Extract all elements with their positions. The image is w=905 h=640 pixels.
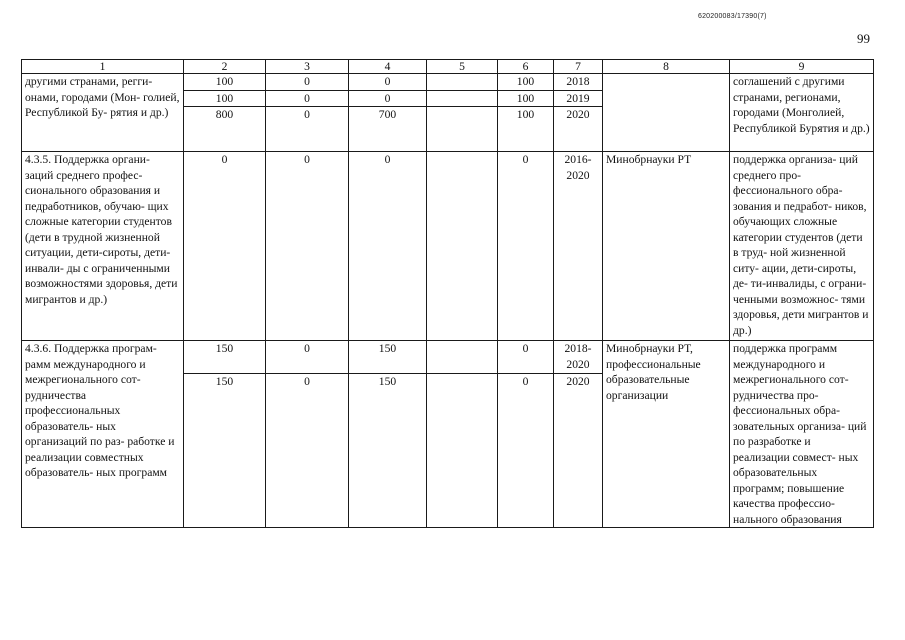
col-header-3: 3 [266,60,349,74]
cell-c6: 0 [498,341,554,374]
cell-c7: 2020 [554,374,603,528]
cell-c4: 150 [349,341,427,374]
activity-name: 4.3.5. Поддержка органи- заций среднего профес- сионального образования и педработников, обучаю- щих сложные категории студентов (дети в трудной жизненной ситуации, дети-сироты, дети-инвали- ды с ограниченными возможностями здоровья, дети мигрантов и др.) [22,152,184,341]
executor [603,74,730,152]
cell-c2: 0 [184,152,266,341]
cell-c4: 0 [349,74,427,91]
cell-c2: 150 [184,374,266,528]
expected-result: поддержка организа- ций среднего про- фессионального обра- зования и педработ- ников, обучающих сложные категории студентов (дети в труд- ной жизненной ситу- ации, дети-сироты, де- ти-инвалиды, с ограни- ченными возможнос- тями здоровья, дети мигрантов и др.) [730,152,874,341]
cell-c5 [427,74,498,91]
col-header-5: 5 [427,60,498,74]
cell-c2: 800 [184,107,266,152]
cell-c3: 0 [266,74,349,91]
cell-c6: 0 [498,374,554,528]
cell-c3: 0 [266,107,349,152]
cell-c5 [427,341,498,374]
cell-c2: 100 [184,74,266,91]
col-header-1: 1 [22,60,184,74]
cell-c3: 0 [266,90,349,107]
expected-result: соглашений с другими странами, регионами, городами (Монголией, Республикой Бурятия и др.) [730,74,874,152]
cell-c2: 150 [184,341,266,374]
activity-name: другими странами, регги- онами, городами (Мон- голией, Республикой Бу- рятия и др.) [22,74,184,152]
col-header-6: 6 [498,60,554,74]
cell-c7: 2016- 2020 [554,152,603,341]
col-header-8: 8 [603,60,730,74]
document-id: 620200083/17390(7) [698,13,767,20]
activity-name: 4.3.6. Поддержка програм- рамм международного и межрегионального сот- рудничества профессиональных образователь- ных организаций по раз- работке и реализации совместных образователь- ных программ [22,341,184,528]
cell-c4: 0 [349,90,427,107]
cell-c7: 2018- 2020 [554,341,603,374]
cell-c4: 150 [349,374,427,528]
executor: Минобрнауки РТ [603,152,730,341]
col-header-9: 9 [730,60,874,74]
cell-c7: 2019 [554,90,603,107]
cell-c6: 0 [498,152,554,341]
cell-c5 [427,90,498,107]
page-number: 99 [857,31,870,46]
cell-c3: 0 [266,152,349,341]
cell-c3: 0 [266,374,349,528]
header-row [22,60,874,74]
cell-c3: 0 [266,341,349,374]
cell-c7: 2018 [554,74,603,91]
executor: Минобрнауки РТ, профессиональные образовательные организации [603,341,730,528]
table-row [22,152,874,341]
cell-c6: 100 [498,90,554,107]
cell-c2: 100 [184,90,266,107]
cell-c6: 100 [498,74,554,91]
cell-c4: 0 [349,152,427,341]
col-header-2: 2 [184,60,266,74]
table-row [22,74,874,91]
col-header-4: 4 [349,60,427,74]
cell-c4: 700 [349,107,427,152]
cell-c5 [427,107,498,152]
expected-result: поддержка программ международного и межрегионального сот- рудничества про- фессиональных обра- зовательных организа- ций по разработке и реализации совмест- ных образовательных программ; повышение качества профессио- нального образования [730,341,874,528]
cell-c6: 100 [498,107,554,152]
col-header-7: 7 [554,60,603,74]
program-table [21,59,874,528]
cell-c7: 2020 [554,107,603,152]
cell-c5 [427,374,498,528]
cell-c5 [427,152,498,341]
table-row [22,341,874,374]
